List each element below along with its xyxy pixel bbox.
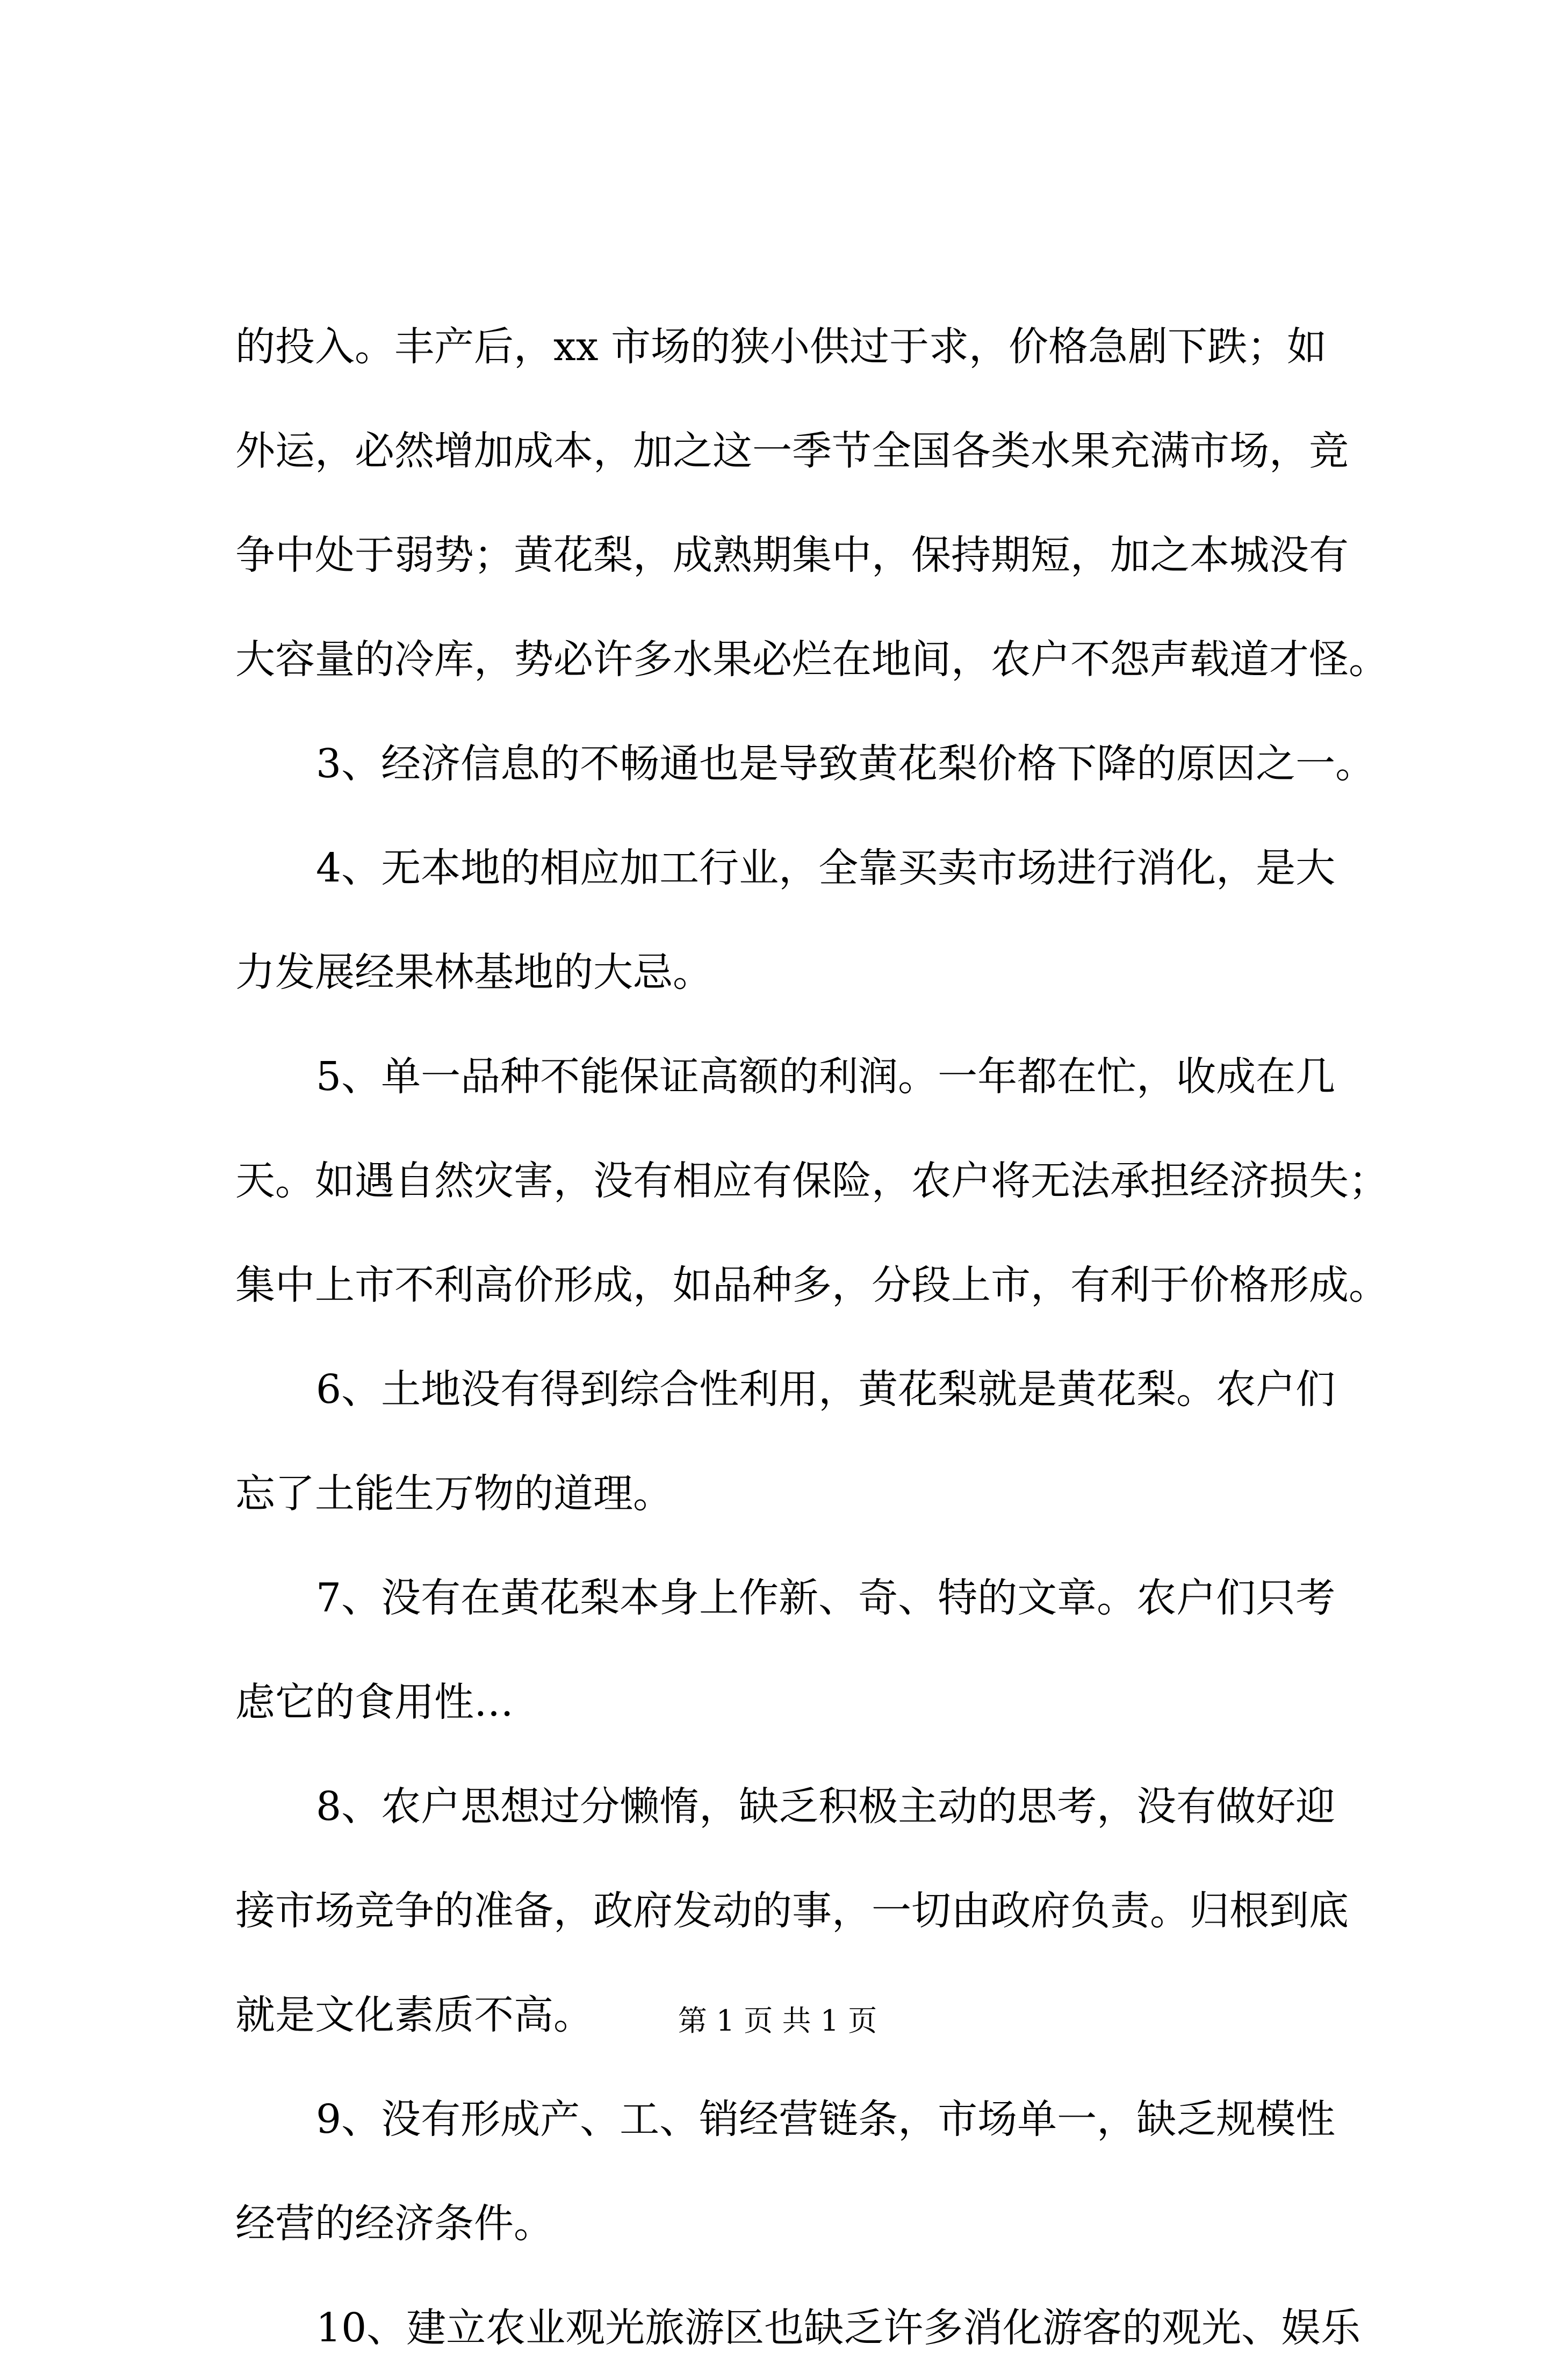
text-line: 虑它的食用性…: [235, 1679, 514, 1725]
page-footer: 第 1 页 共 1 页: [678, 2004, 877, 2038]
paragraph-10: 10、建立农业观光旅游区也缺乏许多消化游客的观光、娱乐: [316, 2305, 1361, 2351]
paragraph-6: 6、土地没有得到综合性利用，黄花梨就是黄花梨。农户们: [316, 1366, 1336, 1413]
text-line: 力发展经果林基地的大忌。: [235, 949, 712, 995]
paragraph-7: 7、没有在黄花梨本身上作新、奇、特的文章。农户们只考: [316, 1575, 1336, 1621]
text-line: 争中处于弱势；黄花梨，成熟期集中，保持期短，加之本城没有: [235, 532, 1349, 578]
paragraph-5: 5、单一品种不能保证高额的利润。一年都在忙，收成在几: [316, 1053, 1336, 1100]
text-line: 接市场竞争的准备，政府发动的事，一切由政府负责。归根到底: [235, 1888, 1349, 1934]
paragraph-4: 4、无本地的相应加工行业，全靠买卖市场进行消化，是大: [316, 845, 1336, 891]
paragraph-8: 8、农户思想过分懒惰，缺乏积极主动的思考，没有做好迎: [316, 1783, 1336, 1830]
text-line: 大容量的冷库，势必许多水果必烂在地间，农户不怨声载道才怪。: [235, 636, 1388, 683]
paragraph-3: 3、经济信息的不畅通也是导致黄花梨价格下降的原因之一。: [316, 741, 1376, 787]
text-line: 忘了土能生万物的道理。: [235, 1471, 673, 1517]
text-line: 经营的经济条件。: [235, 2200, 553, 2247]
text-line: 集中上市不利高价形成，如品种多，分段上市，有利于价格形成。: [235, 1262, 1388, 1308]
text-line: 就是文化素质不高。: [235, 1992, 593, 2038]
document-body: [235, 295, 1388, 2380]
text-line: 的投入。丰产后，xx 市场的狭小供过于求，价格急剧下跌；如: [235, 324, 1327, 370]
paragraph-9: 9、没有形成产、工、销经营链条，市场单一，缺乏规模性: [316, 2096, 1336, 2142]
text-line: 天。如遇自然灾害，没有相应有保险，农户将无法承担经济损失；: [235, 1158, 1388, 1204]
text-line: 外运，必然增加成本，加之这一季节全国各类水果充满市场，竞: [235, 428, 1349, 474]
